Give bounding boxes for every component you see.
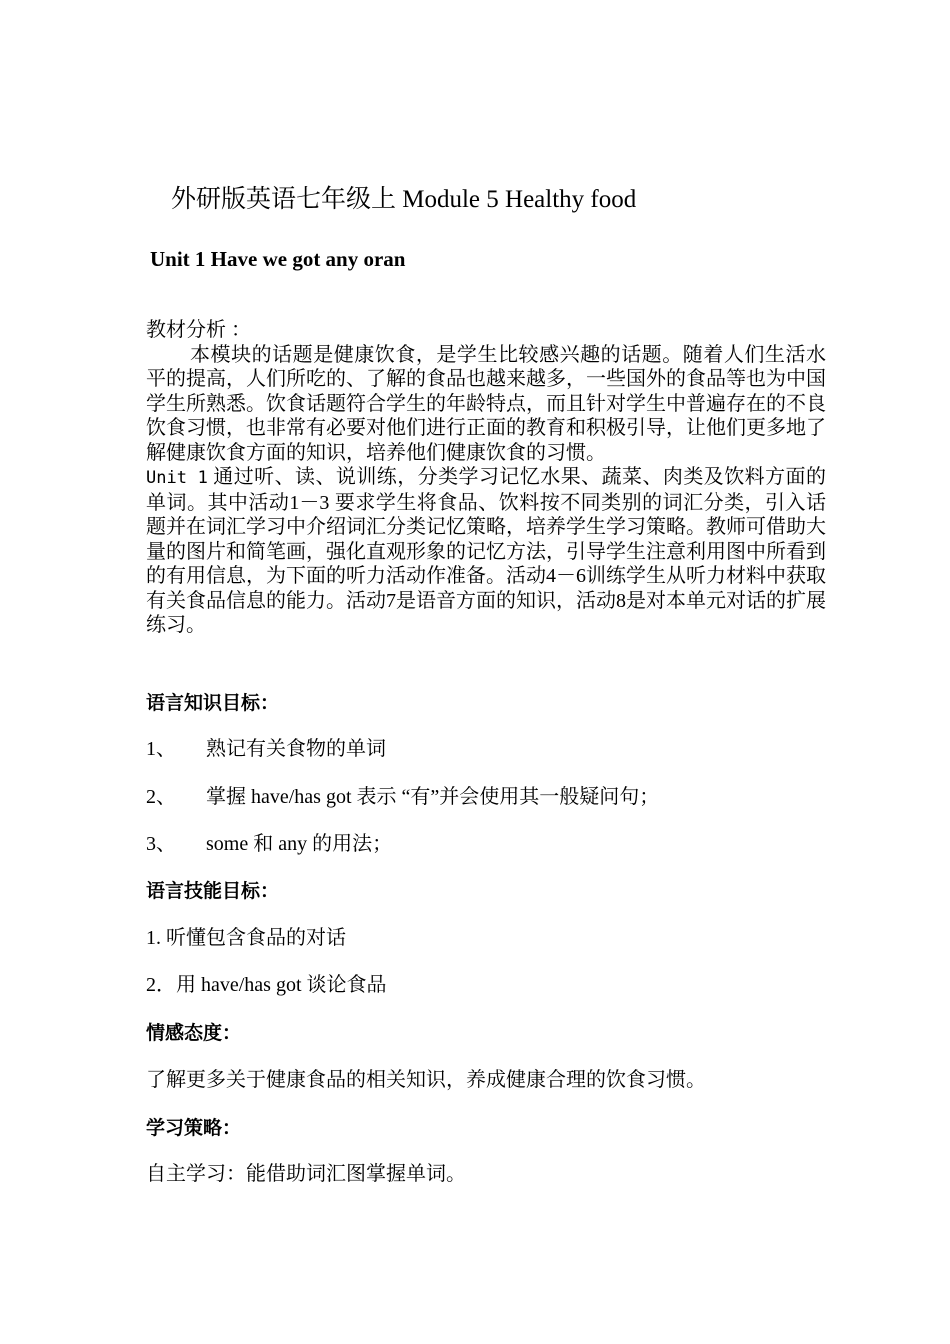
strategy-heading: 学习策略：	[146, 1117, 242, 1139]
skill-goals-heading: 语言技能目标：	[146, 880, 280, 902]
attitude-text: 了解更多关于健康食品的相关知识，养成健康合理的饮食习惯。	[146, 1069, 706, 1091]
analysis-paragraph-2	[146, 465, 826, 638]
attitude-heading: 情感态度：	[146, 1022, 242, 1044]
analysis-heading: 教材分析 ：	[146, 319, 251, 341]
skill-goal-item: 1. 听懂包含食品的对话	[146, 927, 346, 949]
list-text: 熟记有关食物的单词	[206, 738, 386, 760]
knowledge-goal-item	[146, 829, 392, 859]
list-number: 1、	[146, 738, 176, 760]
document-title: 外研版英语七年级上 Module 5 Healthy food	[171, 186, 637, 213]
knowledge-goal-item	[146, 734, 386, 764]
analysis-paragraph-2-text: 通过听、读、说训练，分类学习记忆水果、蔬菜、肉类及饮料方面的单词。其中活动1－3 要求学生将食品、饮料按不同类别的词汇分类，引入话题并在词汇学习中介绍词汇分类记忆策略，培养学生学习策略。教师可借助大量的图片和简笔画，强化直观形象的记忆方法，引导学生注意利用图中所看到的有用信息，为下面的听力活动作准备。活动4－6训练学生从听力材料中获取有关食品信息的能力。活动7是语音方面的知识，活动8是对本单元对话的扩展练习。	[146, 466, 826, 636]
strategy-text: 自主学习：能借助词汇图掌握单词。	[146, 1163, 466, 1185]
unit-label: Unit 1	[146, 468, 208, 488]
list-number: 3、	[146, 833, 176, 855]
knowledge-goals-heading: 语言知识目标：	[146, 692, 280, 714]
textbook-analysis	[146, 318, 826, 638]
analysis-paragraph-1: 本模块的话题是健康饮食，是学生比较感兴趣的话题。随着人们生活水平的提高，人们所吃的、了解的食品也越来越多，一些国外的食品等也为中国学生所熟悉。饮食话题符合学生的年龄特点，而且针对学生中普遍存在的不良饮食习惯，也非常有必要对他们进行正面的教育和积极引导，让他们更多地了解健康饮食方面的知识，培养他们健康饮食的习惯。	[146, 343, 826, 464]
knowledge-goal-item	[146, 782, 659, 812]
list-number: 2、	[146, 786, 176, 808]
unit-title: Unit 1 Have we got any oran	[150, 247, 406, 271]
list-text: 掌握 have/has got 表示 “有”并会使用其一般疑问句；	[206, 786, 660, 808]
list-text: some 和 any 的用法；	[206, 833, 393, 855]
skill-goal-item: 2．用 have/has got 谈论食品	[146, 974, 387, 996]
